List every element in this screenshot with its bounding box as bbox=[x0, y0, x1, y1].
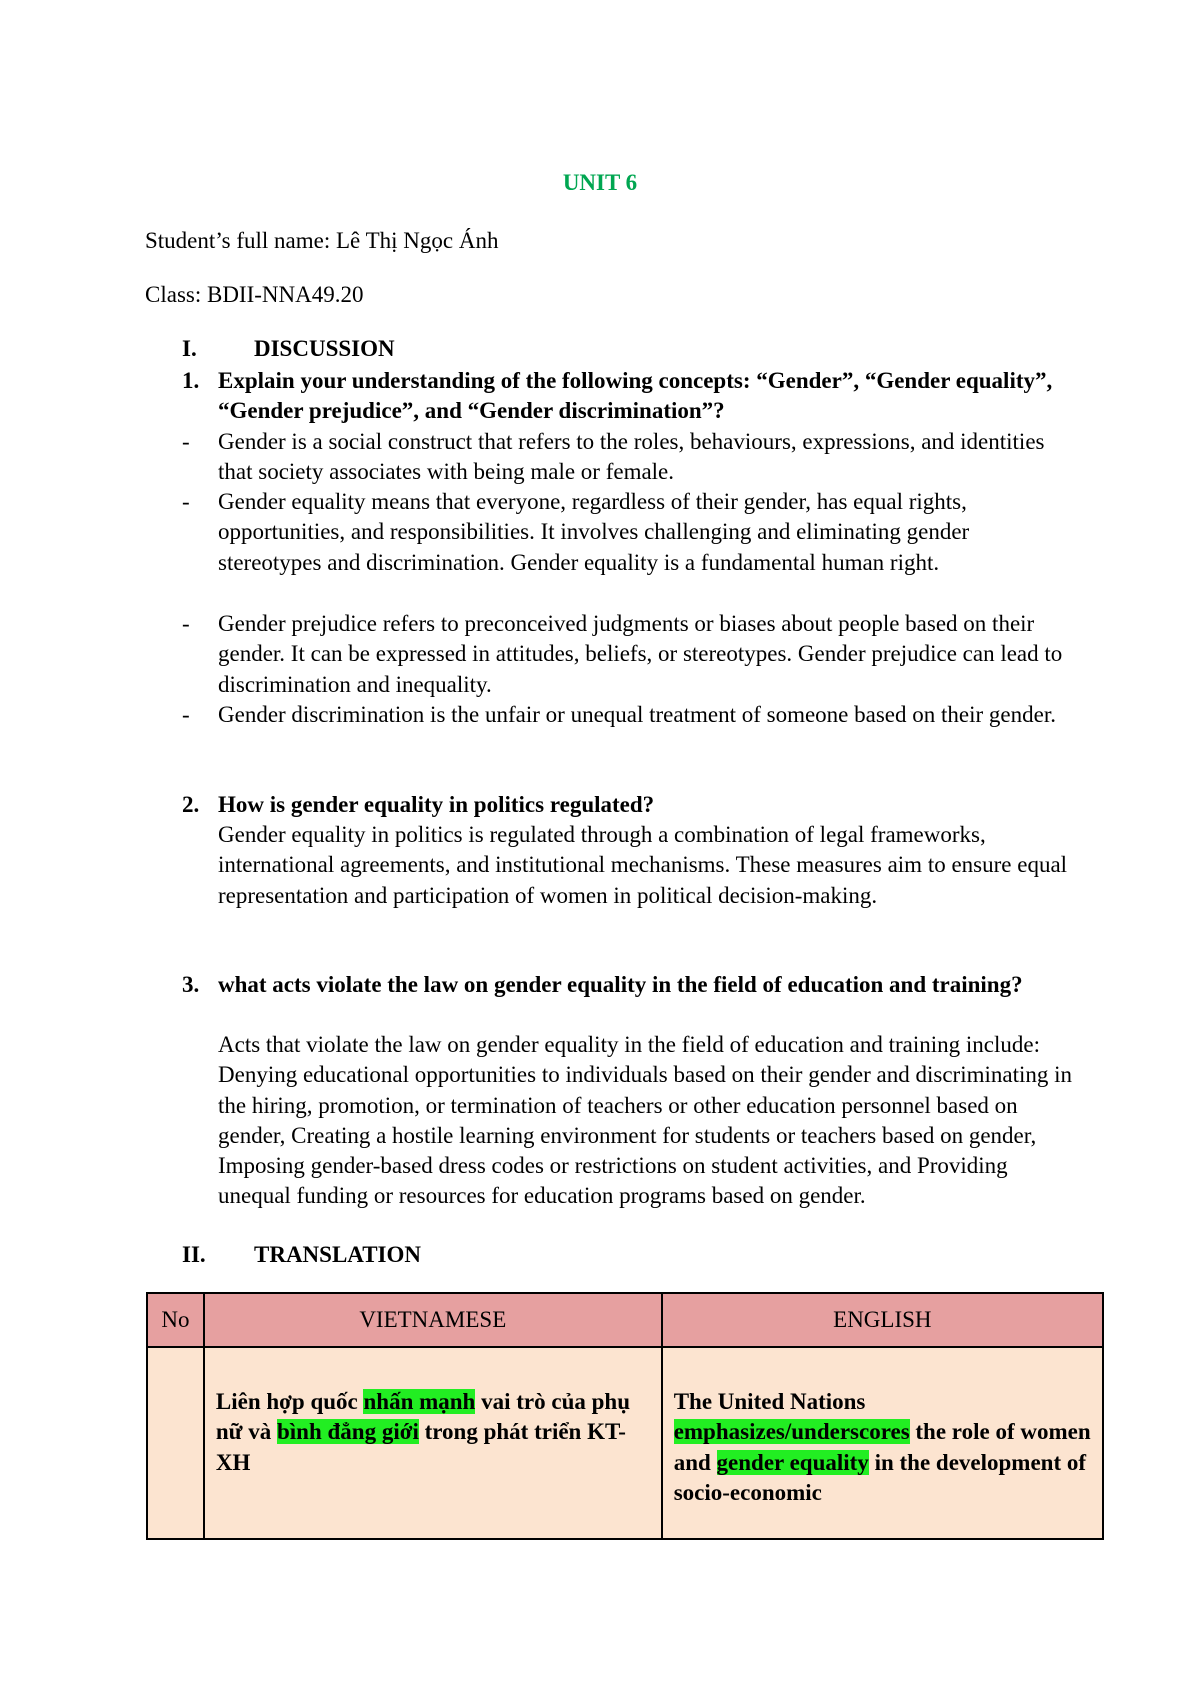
question-number: 2. bbox=[182, 792, 200, 817]
bullet-text: Gender prejudice refers to preconceived judgments or biases about people based on their gender. It can be expressed in attitudes, beliefs, or stereotypes. Gender prejudice can lead to discrimination and inequality. bbox=[218, 611, 1063, 697]
question-text: How is gender equality in politics regulated? bbox=[218, 792, 655, 817]
bullet-marker: - bbox=[182, 489, 190, 514]
section-number: I. bbox=[182, 336, 197, 361]
question-number: 1. bbox=[182, 368, 200, 393]
page-title: UNIT 6 bbox=[562, 170, 638, 195]
header-no: No bbox=[147, 1293, 204, 1347]
table-row bbox=[147, 1347, 1103, 1539]
header-vietnamese: VIETNAMESE bbox=[204, 1293, 662, 1347]
question-2 bbox=[182, 790, 1068, 820]
en-highlight-emphasize: emphasizes/underscores bbox=[673, 1419, 910, 1445]
student-name-line: Student’s full name: Lê Thị Ngọc Ánh bbox=[145, 228, 499, 253]
table-header-row bbox=[147, 1293, 1103, 1347]
bullet-marker: - bbox=[182, 702, 190, 727]
header-english: ENGLISH bbox=[662, 1293, 1103, 1347]
bullet-marker: - bbox=[182, 429, 190, 454]
section-title: DISCUSSION bbox=[254, 336, 395, 361]
question-text: what acts violate the law on gender equality in the field of education and training? bbox=[218, 972, 1023, 997]
question-number: 3. bbox=[182, 972, 200, 997]
vn-text: Liên hợp quốc bbox=[215, 1389, 364, 1414]
en-text: the role of women and bbox=[673, 1419, 1091, 1475]
bullet-text: Gender discrimination is the unfair or unequal treatment of someone based on their gender. bbox=[218, 702, 1056, 727]
translation-table bbox=[146, 1292, 1104, 1540]
vn-text: trong phát triển KT-XH bbox=[215, 1419, 626, 1475]
cell-vietnamese bbox=[204, 1347, 662, 1539]
question-3 bbox=[182, 970, 1068, 1000]
en-text: The United Nations bbox=[673, 1389, 866, 1414]
question-text: Explain your understanding of the following concepts: “Gender”, “Gender equality”, “Gender prejudice”, and “Gender discrimination”? bbox=[218, 368, 1053, 424]
cell-english bbox=[662, 1347, 1103, 1539]
bullet-gender-equality bbox=[182, 487, 1068, 578]
cell-no bbox=[147, 1347, 204, 1539]
vn-highlight-gender-equality: bình đẳng giới bbox=[276, 1419, 419, 1445]
bullet-gender-discrimination bbox=[182, 700, 1068, 730]
bullet-text: Gender equality means that everyone, regardless of their gender, has equal rights, opportunities, and responsibilities. It involves challenging and eliminating gender stereotypes and discrimination. Gender equality is a fundamental human right. bbox=[218, 489, 970, 575]
bullet-text: Gender is a social construct that refers to the roles, behaviours, expressions, and identities that society associates with being male or female. bbox=[218, 429, 1045, 485]
en-highlight-gender-equality: gender equality bbox=[716, 1449, 869, 1475]
class-line: Class: BDII-NNA49.20 bbox=[145, 282, 364, 307]
section-title: TRANSLATION bbox=[254, 1242, 421, 1267]
vn-highlight-emphasize: nhấn mạnh bbox=[363, 1389, 476, 1414]
section-number: II. bbox=[182, 1242, 206, 1267]
bullet-gender bbox=[182, 427, 1068, 488]
vn-text: vai trò của phụ nữ và bbox=[215, 1389, 630, 1445]
bullet-gender-prejudice bbox=[182, 609, 1068, 700]
question-1 bbox=[182, 366, 1068, 427]
bullet-marker: - bbox=[182, 611, 190, 636]
en-text: in the development of socio-economic bbox=[673, 1449, 1087, 1505]
answer-3: Acts that violate the law on gender equality in the field of education and training include: Denying educational opportunities to individuals based on their gender and discriminating in the hiring, promotion, or termination of teachers or other education personnel based on gender, Creating a hostile learning environment for students or teachers based on gender, Imposing gender-based dress codes or restrictions on student activities, and Providing unequal funding or resources for education programs based on gender. bbox=[218, 1032, 1073, 1209]
answer-2: Gender equality in politics is regulated through a combination of legal frameworks, international agreements, and institutional mechanisms. These measures aim to ensure equal representation and participation of women in political decision-making. bbox=[218, 822, 1068, 908]
